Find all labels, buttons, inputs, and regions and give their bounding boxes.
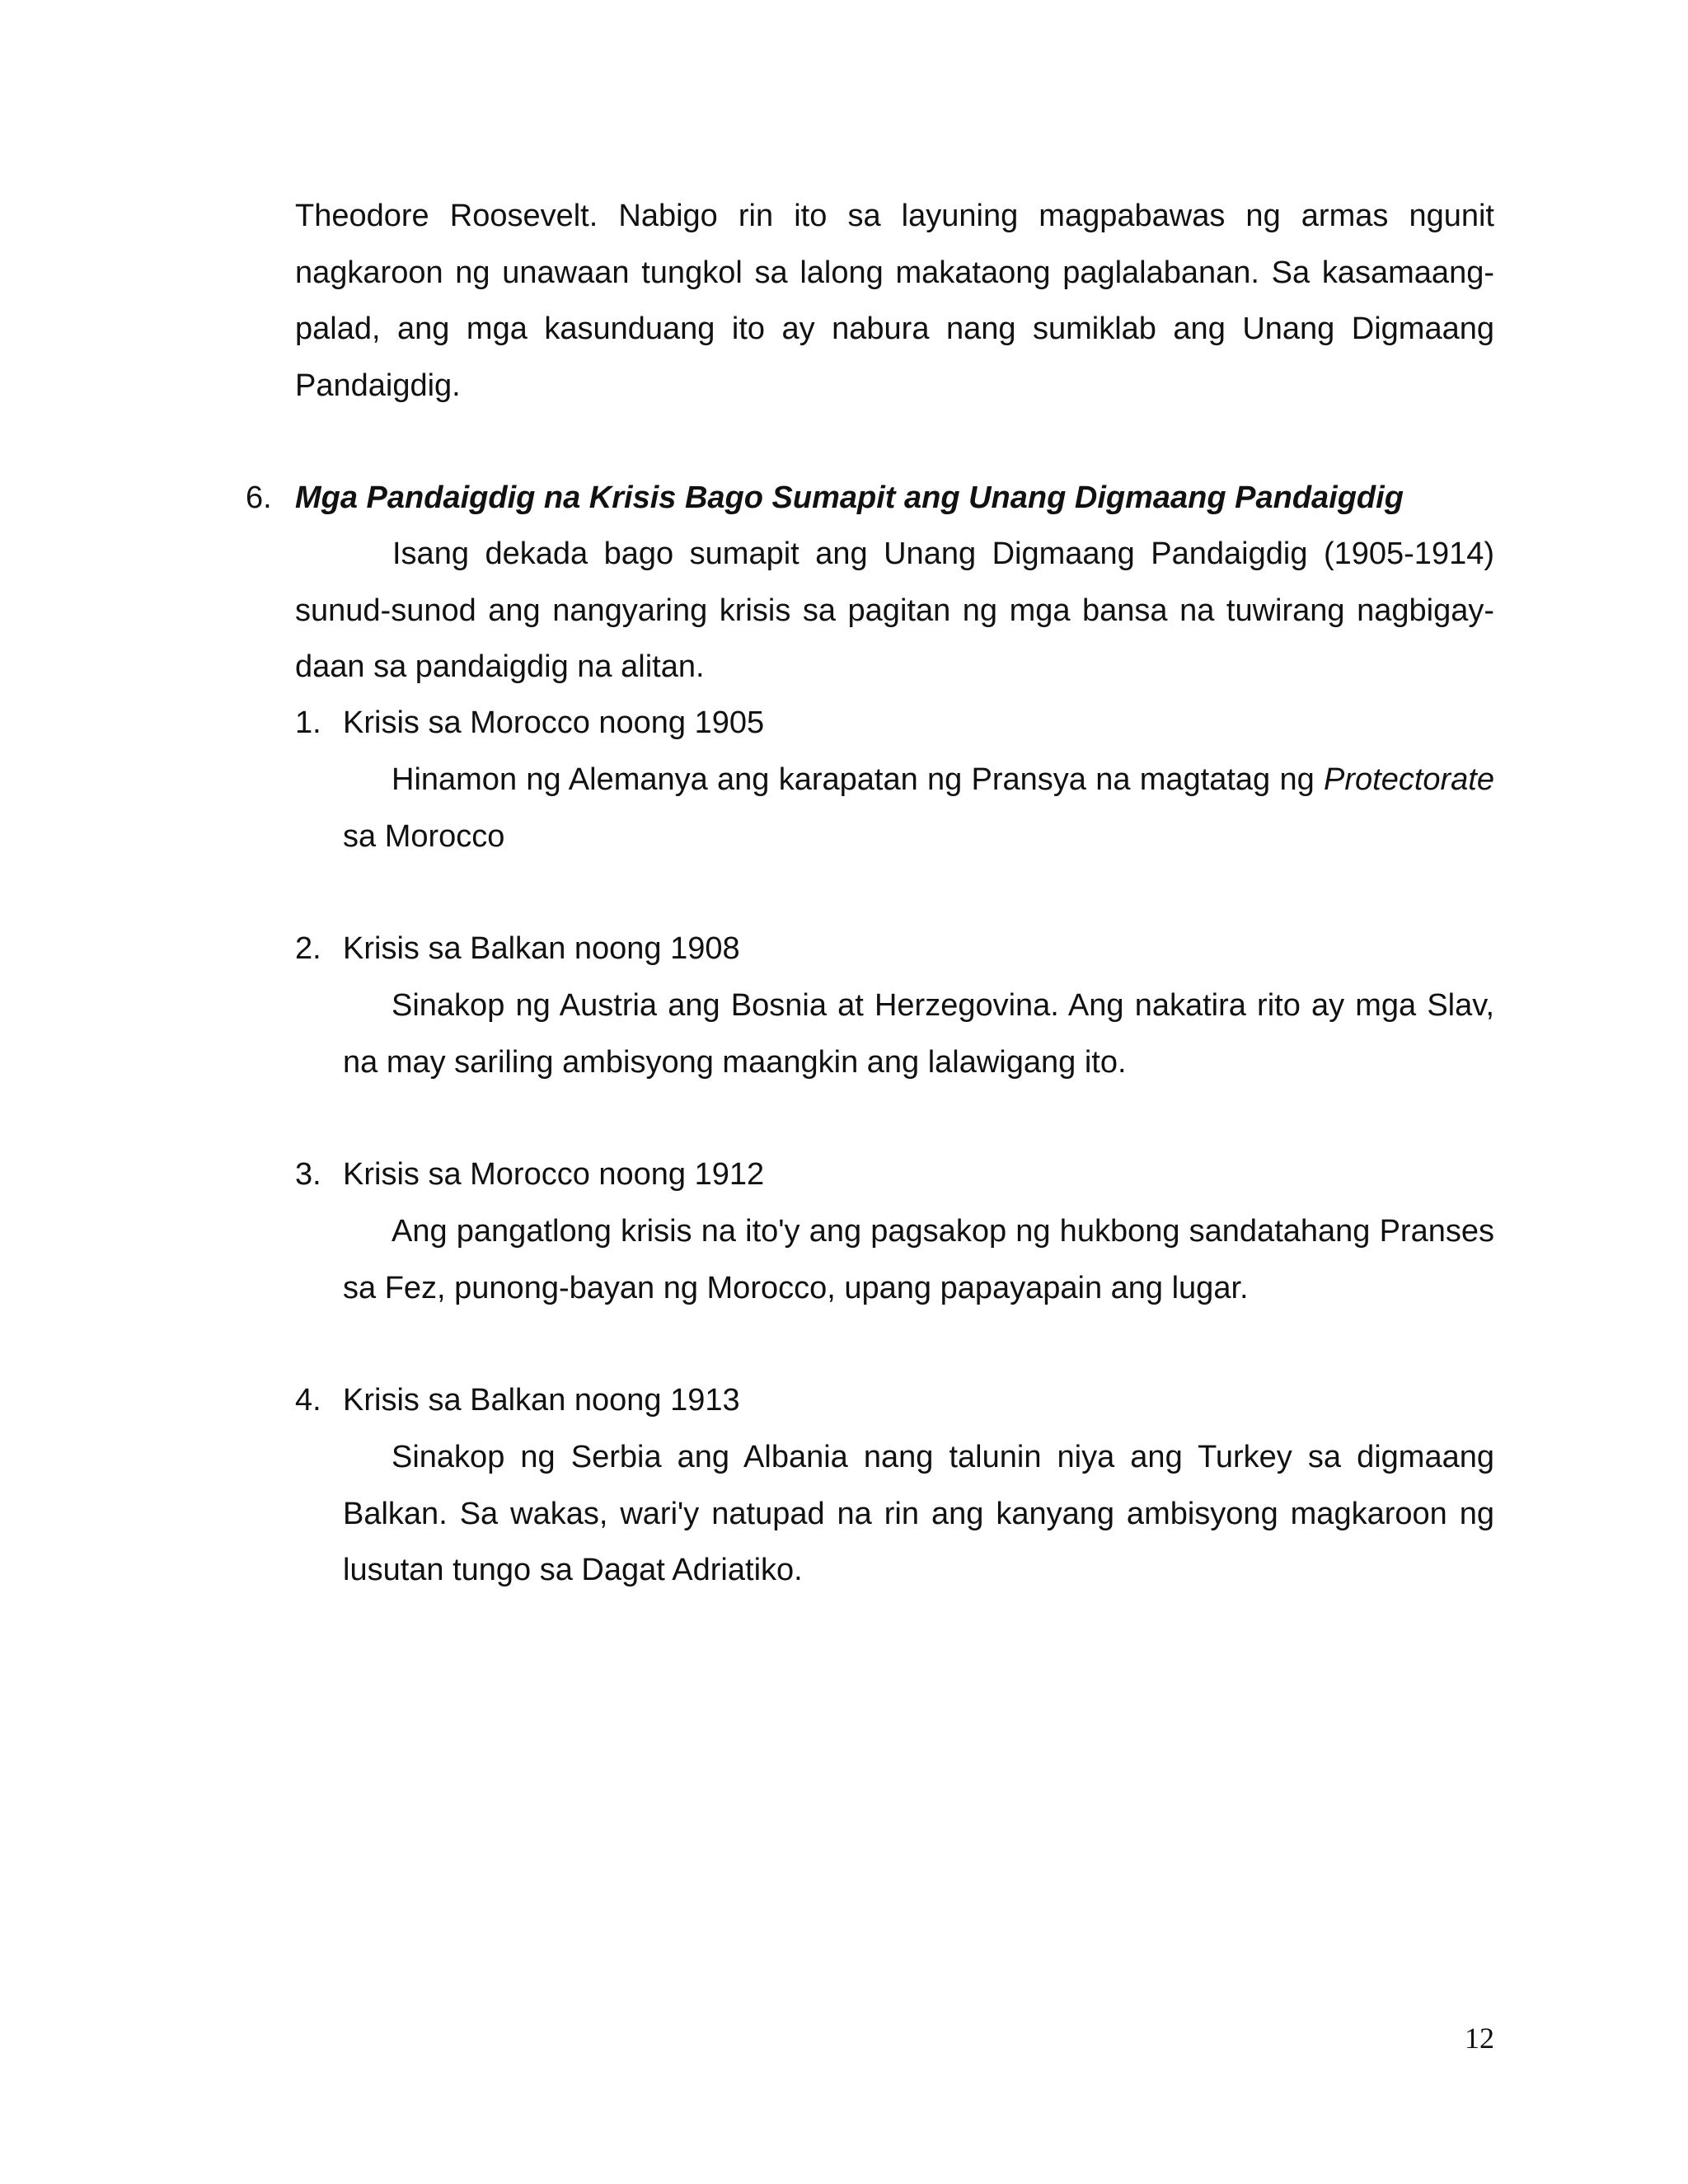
list-item-number: 3. [295,1157,321,1192]
list-item-number: 2. [295,931,321,966]
list-item-title [295,695,1494,752]
list-item-body-italic: Protectorate [1324,762,1494,797]
section-heading [246,470,1531,527]
list-item-body: Ang pangatlong krisis na ito'y ang pagsakop ng hukbong sandatahang Pranses sa Fez, punong-bayan ng Morocco, upang papayapain ang lugar. [343,1214,1494,1305]
section-title: Mga Pandaigdig na Krisis Bago Sumapit ang Unang Digmaang Pandaigdig [295,480,1404,515]
section-intro-paragraph: Isang dekada bago sumapit ang Unang Digmaang Pandaigdig (1905-1914) sunud-sunod ang nangyaring krisis sa pagitan ng mga bansa na tuwirang nagbigay-daan sa pandaigdig na alitan. [295,537,1494,684]
list-item-body-tail: sa Morocco [343,818,505,854]
list-item-heading: Krisis sa Morocco noong 1912 [343,1157,765,1192]
section-number: 6. [246,480,272,515]
continuation-paragraph: Theodore Roosevelt. Nabigo rin ito sa layuning magpabawas ng armas ngunit nagkaroon ng unawaan tungkol sa lalong makataong paglalabanan. Sa kasamaang-palad, ang mga kasunduang ito ay nabura nang sumiklab ang Unang Digmaang Pandaigdig. [295,199,1494,403]
list-item-body-text: Hinamon ng Alemanya ang karapatan ng Pransya na magtatag ng [392,762,1315,797]
list-item-heading: Krisis sa Balkan noong 1908 [343,931,740,966]
list-item-heading: Krisis sa Balkan noong 1913 [343,1383,740,1418]
list-item-body: Sinakop ng Serbia ang Albania nang talunin niya ang Turkey sa digmaang Balkan. Sa wakas, wari'y natupad na rin ang kanyang ambisyong magkaroon ng lusutan tungo sa Dagat Adriatiko. [343,1440,1494,1587]
list-item-title [295,1372,1494,1429]
list-item-heading: Krisis sa Morocco noong 1905 [343,705,765,740]
page-number: 12 [1465,2022,1494,2055]
list-item-number: 4. [295,1383,321,1418]
list-item-title [295,921,1494,977]
list-item-title [295,1146,1494,1203]
list-item-body [343,752,1494,865]
list-item-number: 1. [295,705,321,740]
list-item-body: Sinakop ng Austria ang Bosnia at Herzegovina. Ang nakatira rito ay mga Slav, na may sariling ambisyong maangkin ang lalawigang ito. [343,988,1494,1080]
